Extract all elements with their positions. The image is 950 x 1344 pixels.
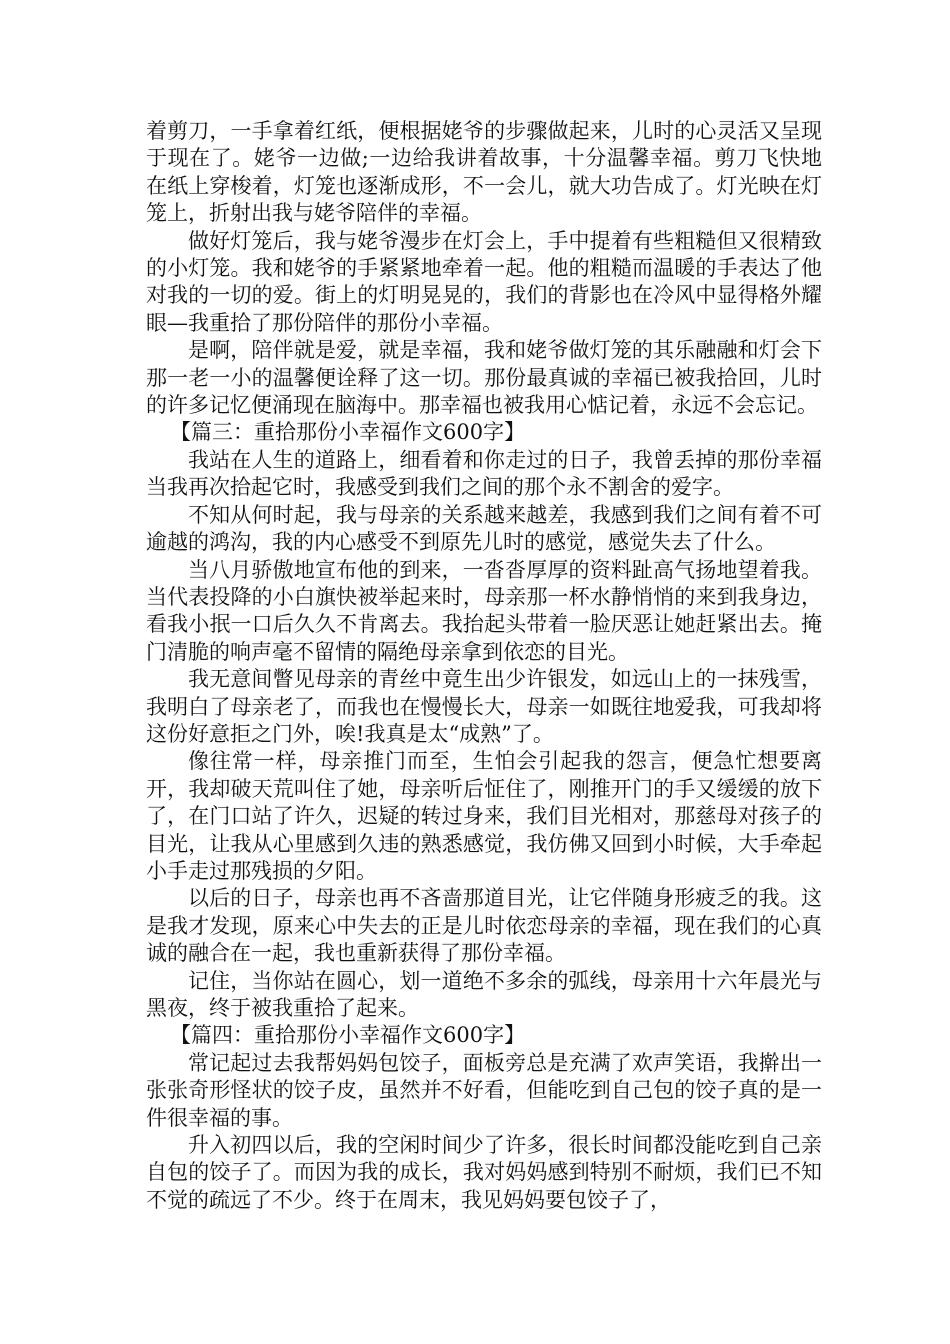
paragraph-silver-hair: 我无意间瞥见母亲的青丝中竟生出少许银发，如远山上的一抹残雪，我明白了母亲老了，而我也在慢慢长大，母亲一如既往地爱我，可我却将这份好意拒之门外，唉!我真是太“成熟”了。: [146, 667, 822, 746]
paragraph-later-days: 以后的日子，母亲也再不吝啬那道目光，让它伴随身形疲乏的我。这是我才发现，原来心中失去的正是儿时依恋母亲的幸福，现在我们的心真诚的融合在一起，我也重新获得了那份幸福。: [146, 886, 822, 966]
paragraph-continued: 着剪刀，一手拿着红纸，便根据姥爷的步骤做起来，儿时的心灵活又呈现于现在了。姥爷一边做;一边给我讲着故事，十分温馨幸福。剪刀飞快地在纸上穿梭着，灯笼也逐渐成形，不一会儿，就大功告成了。灯光映在灯笼上，折射出我与姥爷陪伴的幸福。: [146, 119, 822, 226]
section-heading-3: 【篇三：重拾那份小幸福作文600字】: [170, 420, 526, 445]
paragraph-life-road: 我站在人生的道路上，细看着和你走过的日子，我曾丢掉的那份幸福当我再次拾起它时，我感受到我们之间的那个永不割舍的爱字。: [146, 447, 822, 500]
paragraph-door: 像往常一样，母亲推门而至，生怕会引起我的怨言，便急忙想要离开，我却破天荒叫住了她，母亲听后怔住了，刚推开门的手又缓缓的放下了，在门口站了许久，迟疑的转过身来，我们目光相对，那慈母对孩子的目光，让我从心里感到久违的熟悉感觉，我仿佛又回到小时候，大手牵起小手走过那残损的夕阳。: [146, 749, 822, 883]
paragraph-august: 当八月骄傲地宣布他的到来，一沓沓厚厚的资料趾高气扬地望着我。当代表投降的小白旗快被举起来时，母亲那一杯水静悄悄的来到我身边，看我小抿一口后久久不肯离去。我抬起头带着一脸厌恶让她赶紧出去。掩门清脆的响声毫不留情的隔绝母亲拿到依恋的目光。: [146, 557, 822, 664]
paragraph-grade-four: 升入初四以后，我的空闲时间少了许多，很长时间都没能吃到自己亲自包的饺子了。而因为我的成长，我对妈妈感到特别不耐烦，我们已不知不觉的疏远了不少。终于在周末，我见妈妈要包饺子了，: [146, 1133, 822, 1212]
paragraph-companionship: 是啊，陪伴就是爱，就是幸福，我和姥爷做灯笼的其乐融融和灯会下那一老一小的温馨便诠释了这一切。那份最真诚的幸福已被我拾回，儿时的许多记忆便涌现在脑海中。那幸福也被我用心惦记着，永远不会忘记。: [146, 338, 822, 418]
paragraph-relationship: 不知从何时起，我与母亲的关系越来越差，我感到我们之间有着不可逾越的鸿沟，我的内心感受不到原先儿时的感觉，感觉失去了什么。: [146, 502, 822, 555]
section-heading-4: 【篇四：重拾那份小幸福作文600字】: [170, 1023, 526, 1048]
paragraph-remember: 记住，当你站在圆心，划一道绝不多余的弧线，母亲用十六年晨光与黑夜，终于被我重拾了起来。: [146, 968, 822, 1020]
paragraph-dumplings-past: 常记起过去我帮妈妈包饺子，面板旁总是充满了欢声笑语，我擀出一张张奇形怪状的饺子皮，虽然并不好看，但能吃到自己包的饺子真的是一件很幸福的事。: [146, 1050, 822, 1130]
document-page: [146, 118, 822, 1214]
paragraph-lantern-walk: 做好灯笼后，我与姥爷漫步在灯会上，手中提着有些粗糙但又很精致的小灯笼。我和姥爷的手紧紧地牵着一起。他的粗糙而温暖的手表达了他对我的一切的爱。街上的灯明晃晃的，我们的背影也在冷风中显得格外耀眼—我重拾了那份陪伴的那份小幸福。: [146, 228, 822, 335]
